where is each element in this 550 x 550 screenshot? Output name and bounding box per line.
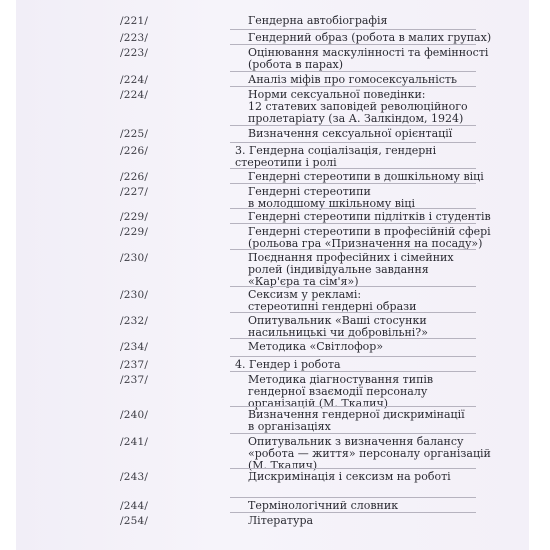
entry-title (248, 89, 478, 125)
divider-line (230, 371, 476, 372)
page-number: /254/ (120, 515, 149, 527)
page-number: /244/ (120, 500, 149, 512)
divider-line (230, 356, 476, 357)
entry-line: Термінологічний словник (248, 499, 399, 512)
entry-title (248, 500, 478, 512)
entry-line: Методика діагностування типів (248, 373, 434, 386)
entry-title (248, 515, 478, 527)
divider-line (230, 406, 476, 407)
entry-title (248, 46, 489, 71)
divider-line (230, 44, 476, 45)
entry-line: в організаціях (248, 420, 331, 433)
page-number: /229/ (120, 226, 149, 238)
entry-line: Методика «Світлофор» (248, 340, 384, 353)
page-number: /225/ (120, 128, 149, 140)
entry-line: Гендерний образ (робота в малих групах) (248, 31, 492, 44)
entry-title (248, 128, 478, 140)
entry-line: (робота в парах) (248, 58, 344, 71)
entry-title (248, 341, 478, 353)
divider-line (230, 433, 476, 434)
page-number: /237/ (120, 374, 149, 386)
entry-line: стереотипи і ролі (235, 156, 337, 169)
entry-line: організацій (М. Ткалич) (248, 397, 389, 410)
divider-line (230, 338, 476, 339)
entry-title (248, 74, 478, 86)
divider-line (230, 71, 476, 72)
page-number: /224/ (120, 74, 149, 86)
page-number: /240/ (120, 409, 149, 421)
page-number: /241/ (120, 436, 149, 448)
page-number: /223/ (120, 32, 149, 44)
entry-line: Гендерні стереотипи підлітків і студентів (248, 210, 491, 223)
page-number: /234/ (120, 341, 149, 353)
divider-line (230, 468, 476, 469)
entry-line: Визначення гендерної дискримінації (248, 408, 465, 421)
entry-title (248, 170, 484, 183)
entry-title (248, 315, 478, 339)
entry-title (248, 435, 491, 472)
divider-line (230, 86, 476, 87)
entry-line: «робота — життя» персоналу організацій (248, 447, 491, 460)
entry-line: Оцінювання маскулінності та фемінності (248, 46, 489, 59)
page-number: /226/ (120, 171, 149, 183)
section-title (235, 145, 475, 169)
entry-line: Гендерні стереотипи в професійній сфері (248, 225, 491, 238)
entry-line: стереотипні гендерні образи (248, 300, 417, 313)
page-number: /221/ (120, 15, 149, 27)
divider-line (230, 125, 476, 126)
divider-line (230, 29, 476, 30)
divider-line (230, 183, 476, 184)
entry-line: Література (248, 514, 314, 527)
entry-line: (рольова гра «Призначення на посаду») (248, 237, 483, 250)
page-number: /243/ (120, 471, 149, 483)
entry-title (248, 289, 478, 313)
entry-line: Сексизм у рекламі: (248, 288, 362, 301)
divider-line (230, 512, 476, 513)
entry-line: 4. Гендер і робота (235, 358, 341, 371)
entry-title (248, 409, 478, 433)
entry-line: Норми сексуальної поведінки: (248, 88, 426, 101)
entry-line: пролетаріату (за А. Залкіндом, 1924) (248, 112, 464, 125)
entry-title (248, 225, 491, 250)
entry-title (248, 15, 478, 27)
page-number: /224/ (120, 89, 149, 101)
entry-title (248, 186, 478, 210)
entry-line: ролей (індивідуальне завдання (248, 263, 429, 276)
entry-line: Гендерна автобіографія (248, 14, 388, 27)
entry-line: в молодшому шкільному віці (248, 197, 416, 210)
entry-title (248, 210, 491, 223)
entry-line: Опитувальник «Ваші стосунки (248, 314, 427, 327)
page-number: /227/ (120, 186, 149, 198)
divider-line (230, 168, 476, 169)
section-title (235, 359, 475, 371)
divider-line (230, 208, 476, 209)
entry-line: гендерної взаємодії персоналу (248, 385, 428, 398)
page-number: /237/ (120, 359, 149, 371)
divider-line (230, 497, 476, 498)
entry-line: (М. Ткалич) (248, 459, 318, 472)
entry-line: 3. Гендерна соціалізація, гендерні (235, 144, 437, 157)
page-number: /229/ (120, 211, 149, 223)
page-number: /223/ (120, 47, 149, 59)
entry-line: Поєднання професійних і сімейних (248, 251, 454, 264)
divider-line (230, 312, 476, 313)
entry-line: 12 статевих заповідей революційного (248, 100, 468, 113)
entry-title (248, 471, 478, 483)
entry-line: Гендерні стереотипи (248, 185, 371, 198)
entry-line: насильницькі чи добровільні?» (248, 326, 428, 339)
entry-line: Гендерні стереотипи в дошкільному віці (248, 170, 484, 183)
entry-title (248, 31, 492, 44)
page-number: /230/ (120, 252, 149, 264)
entry-title (248, 252, 478, 288)
entry-title (248, 374, 478, 410)
entry-line: Опитувальник з визначення балансу (248, 435, 464, 448)
entry-line: Аналіз міфів про гомосексуальність (248, 73, 457, 86)
entry-line: «Кар'єра та сім'я») (248, 275, 359, 288)
divider-line (230, 249, 476, 250)
page-number: /226/ (120, 145, 149, 157)
entry-line: Дискримінація і сексизм на роботі (248, 470, 451, 483)
page-number: /232/ (120, 315, 149, 327)
divider-line (230, 286, 476, 287)
book-page (16, 0, 529, 550)
page-number: /230/ (120, 289, 149, 301)
divider-line (230, 223, 476, 224)
divider-line (230, 142, 476, 143)
entry-line: Визначення сексуальної орієнтації (248, 127, 453, 140)
